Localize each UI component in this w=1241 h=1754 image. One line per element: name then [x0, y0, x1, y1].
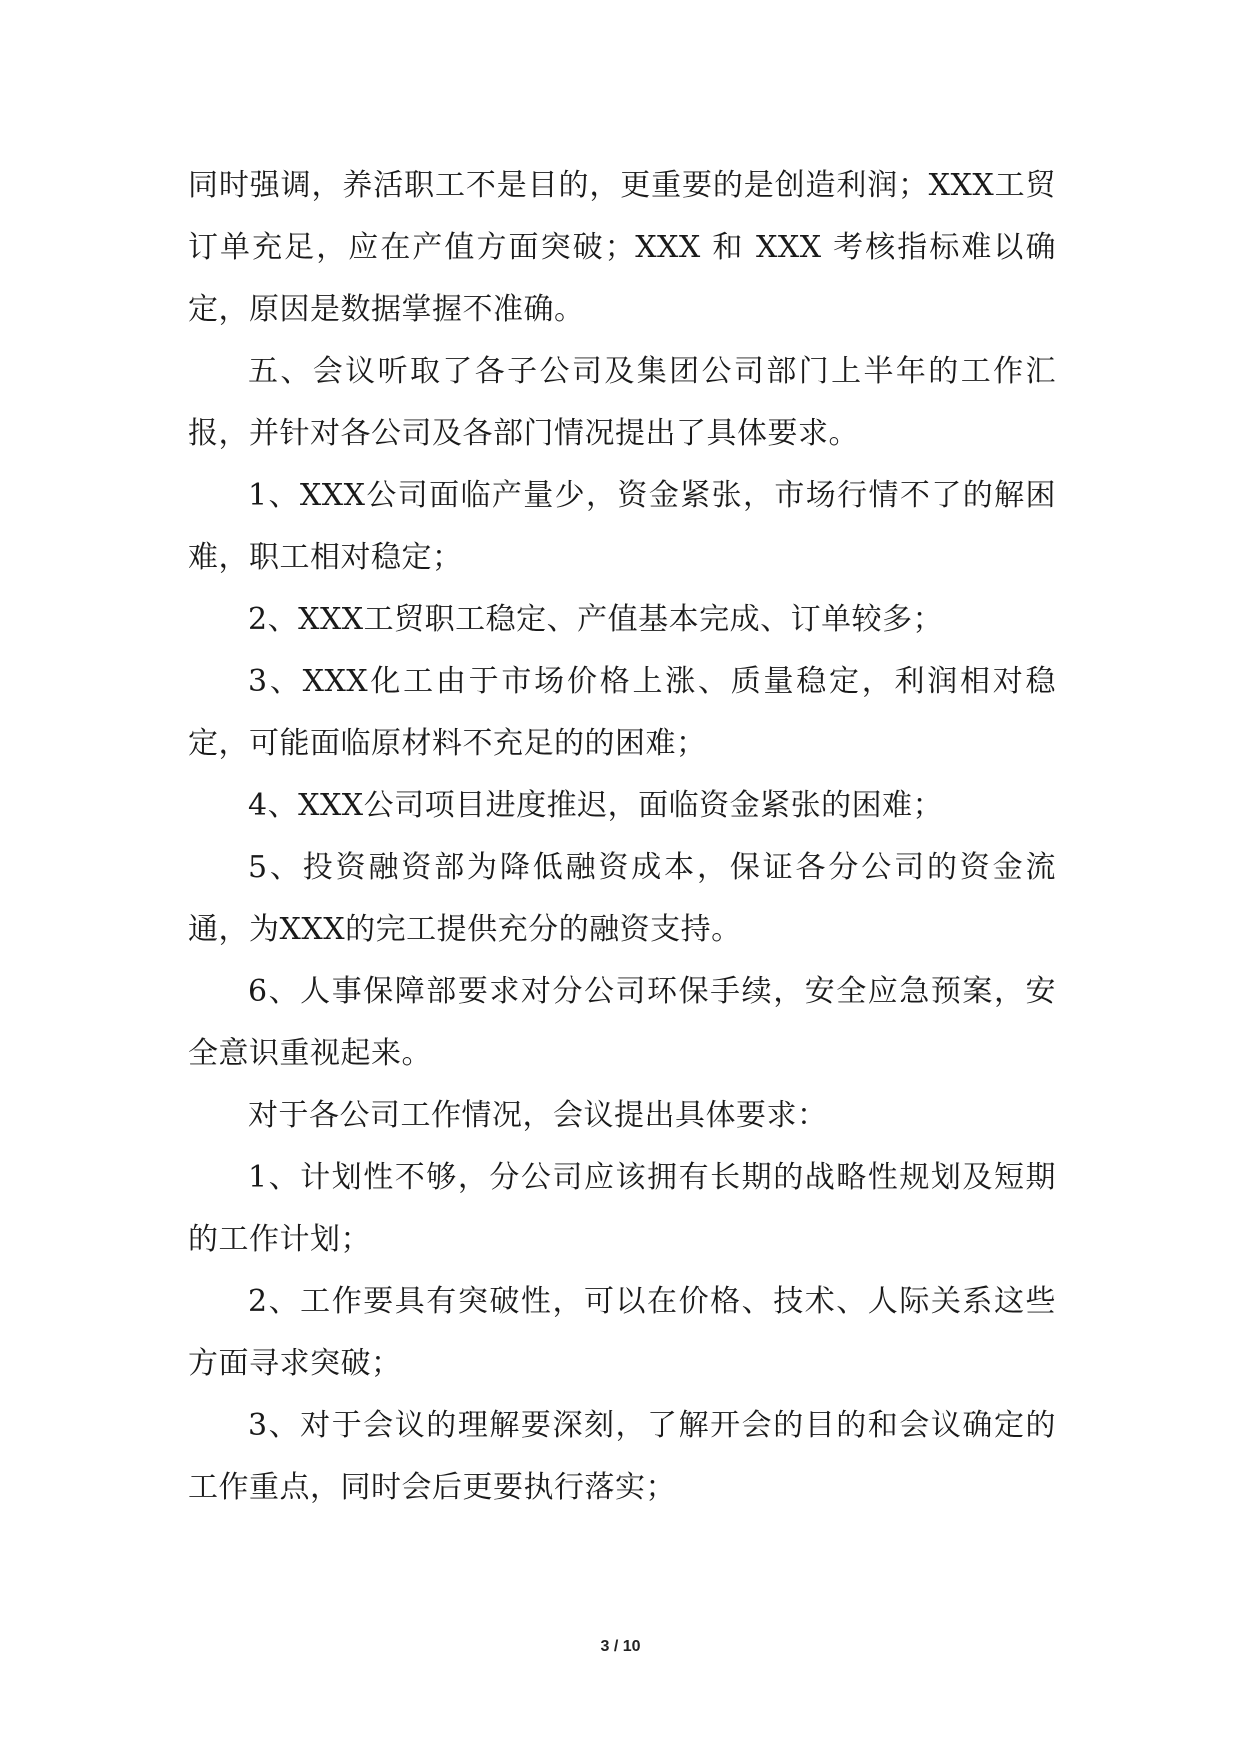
- paragraph: 1、计划性不够，分公司应该拥有长期的战略性规划及短期的工作计划；: [188, 1160, 1056, 1257]
- paragraph: 4、XXX公司项目进度推迟，面临资金紧张的困难；: [248, 788, 944, 823]
- paragraph: 3、XXX化工由于市场价格上涨、质量稳定，利润相对稳定，可能面临原材料不充足的的困难；: [188, 664, 1056, 761]
- paragraph: 2、工作要具有突破性，可以在价格、技术、人际关系这些方面寻求突破；: [188, 1284, 1056, 1381]
- paragraph: 1、XXX公司面临产量少，资金紧张，市场行情不了的解困难，职工相对稳定；: [188, 478, 1056, 575]
- paragraph: 对于各公司工作情况，会议提出具体要求：: [248, 1098, 828, 1133]
- document-body: [188, 155, 1056, 1519]
- paragraph: 2、XXX工贸职工稳定、产值基本完成、订单较多；: [248, 602, 944, 637]
- paragraph: 五、会议听取了各子公司及集团公司部门上半年的工作汇报，并针对各公司及各部门情况提出了具体要求。: [188, 354, 1056, 451]
- paragraph: 同时强调，养活职工不是目的，更重要的是创造利润；XXX工贸订单充足，应在产值方面突破；XXX 和 XXX 考核指标难以确定，原因是数据掌握不准确。: [188, 168, 1056, 327]
- page-number: 3 / 10: [600, 1638, 641, 1655]
- paragraph: 3、对于会议的理解要深刻，了解开会的目的和会议确定的工作重点，同时会后更要执行落实；: [188, 1408, 1056, 1505]
- paragraph: 6、人事保障部要求对分公司环保手续，安全应急预案，安全意识重视起来。: [188, 974, 1056, 1071]
- paragraph: 5、投资融资部为降低融资成本，保证各分公司的资金流通，为XXX的完工提供充分的融资支持。: [188, 850, 1056, 947]
